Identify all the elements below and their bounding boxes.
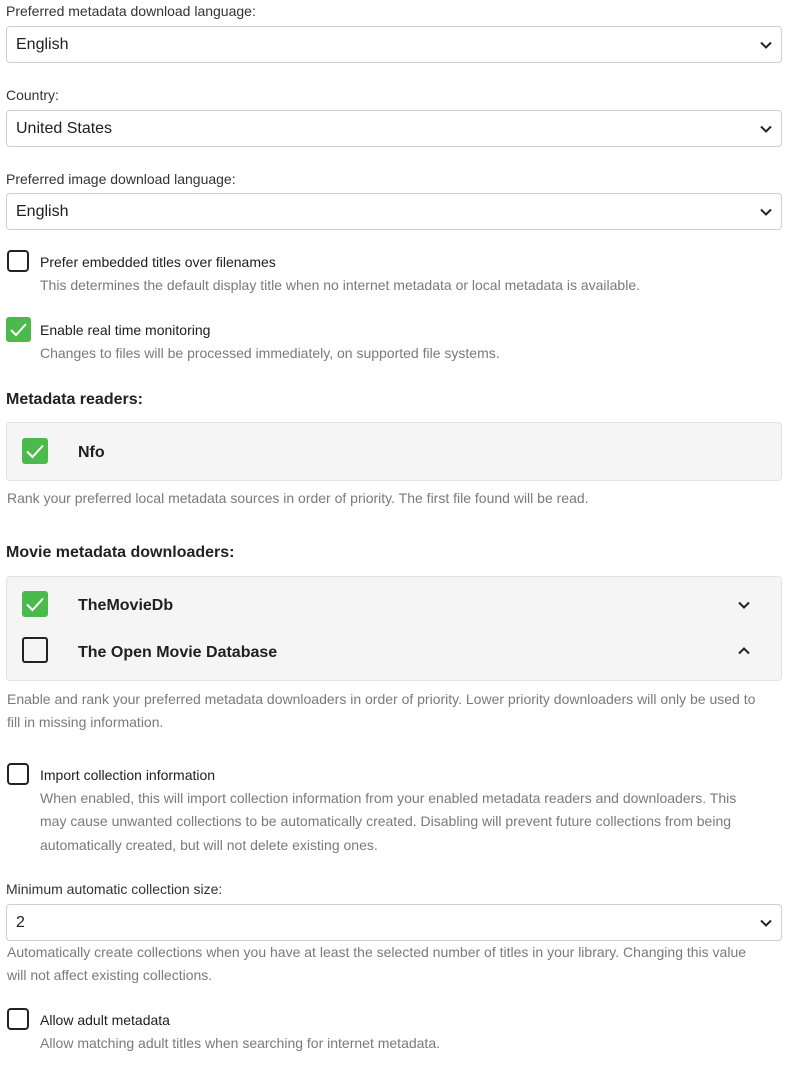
image-language-select[interactable]: [6, 193, 782, 230]
country-select[interactable]: [6, 110, 782, 147]
movie-downloaders-title: Movie metadata downloaders:: [6, 544, 235, 561]
adult-metadata-label: Allow adult metadata: [40, 1012, 170, 1028]
country-value: United States: [16, 120, 113, 137]
min-collection-size-description-line1: Automatically create collections when you have at least the selected number of titles in your library. Changing this value: [7, 944, 747, 960]
chevron-down-icon: [759, 38, 773, 52]
image-language-value: English: [16, 203, 69, 220]
movie-downloaders-description-line1: Enable and rank your preferred metadata downloaders in order of priority. Lower priority downloaders will only be used to: [7, 691, 756, 707]
import-collection-checkbox[interactable]: [7, 763, 29, 785]
import-collection-description-line1: When enabled, this will import collection information from your enabled metadata readers and downloaders. This: [40, 790, 737, 806]
checkmark-icon: [6, 317, 31, 342]
move-up-chevron-icon[interactable]: [737, 644, 751, 658]
downloader-omdb-label: The Open Movie Database: [78, 644, 278, 661]
downloader-themoviedb-label: TheMovieDb: [78, 597, 174, 614]
metadata-language-label: Preferred metadata download language:: [6, 3, 256, 19]
checkmark-icon: [22, 438, 48, 464]
metadata-language-value: English: [16, 36, 69, 53]
prefer-embedded-titles-label: Prefer embedded titles over filenames: [40, 254, 276, 270]
downloader-omdb-checkbox[interactable]: [22, 637, 48, 663]
metadata-language-select[interactable]: [6, 26, 782, 63]
import-collection-label: Import collection information: [40, 767, 216, 783]
import-collection-description-line3: automatically created, but will not delete existing ones.: [40, 837, 378, 853]
metadata-readers-list: [6, 422, 782, 481]
movie-downloaders-description-line2: fill in missing information.: [7, 714, 164, 730]
metadata-readers-title: Metadata readers:: [6, 391, 143, 408]
adult-metadata-checkbox[interactable]: [7, 1008, 29, 1030]
min-collection-size-select[interactable]: [6, 904, 782, 941]
checkmark-icon: [22, 591, 48, 617]
realtime-monitoring-label: Enable real time monitoring: [40, 322, 211, 338]
min-collection-size-value: 2: [16, 914, 25, 931]
import-collection-description-line2: may cause unwanted collections to be automatically created. Disabling will prevent future collections from being: [40, 813, 732, 829]
downloader-themoviedb-checkbox[interactable]: [22, 591, 48, 617]
prefer-embedded-titles-checkbox[interactable]: [7, 250, 29, 272]
image-language-label: Preferred image download language:: [6, 171, 236, 187]
chevron-down-icon: [759, 122, 773, 136]
realtime-monitoring-description: Changes to files will be processed immediately, on supported file systems.: [40, 345, 500, 361]
reader-nfo-checkbox[interactable]: [22, 438, 48, 464]
prefer-embedded-titles-description: This determines the default display title when no internet metadata or local metadata is available.: [40, 277, 641, 293]
adult-metadata-description: Allow matching adult titles when searching for internet metadata.: [40, 1035, 440, 1051]
reader-nfo-label: Nfo: [78, 444, 105, 461]
country-label: Country:: [6, 87, 59, 103]
metadata-readers-description: Rank your preferred local metadata sources in order of priority. The first file found will be read.: [7, 490, 589, 506]
movie-downloaders-list: [6, 576, 782, 681]
min-collection-size-description-line2: will not affect existing collections.: [7, 967, 213, 983]
realtime-monitoring-checkbox[interactable]: [6, 317, 31, 342]
move-down-chevron-icon[interactable]: [737, 598, 751, 612]
chevron-down-icon: [759, 916, 773, 930]
min-collection-size-label: Minimum automatic collection size:: [6, 881, 223, 897]
chevron-down-icon: [759, 205, 773, 219]
